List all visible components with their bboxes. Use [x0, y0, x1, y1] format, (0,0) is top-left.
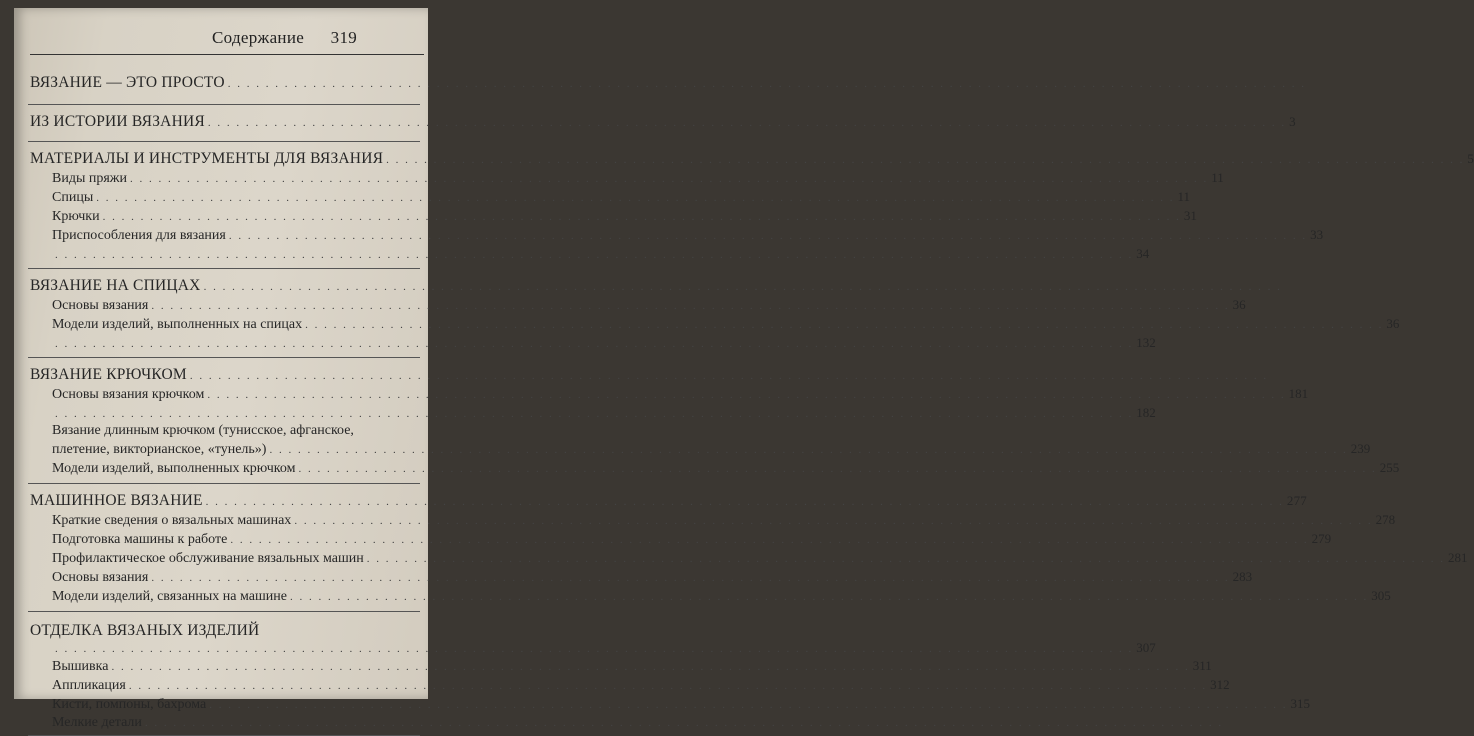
leader-dots: [55, 408, 1133, 420]
leader-dots: [55, 338, 1133, 350]
leader-dots: [208, 117, 1286, 129]
toc-section: [28, 105, 1296, 142]
toc-entry: [28, 405, 1156, 421]
leader-dots: [298, 463, 1376, 475]
page-header: [212, 28, 357, 48]
entry-page-number: 33: [1310, 227, 1324, 242]
entry-label: Приспособления для вязания: [52, 228, 226, 243]
toc-section: [28, 60, 420, 105]
toc-heading: [28, 277, 420, 295]
leader-dots: [229, 230, 1307, 242]
toc-section: [28, 358, 1400, 484]
toc-entry: [28, 208, 1197, 225]
entry-label: Мелкие детали: [52, 715, 142, 730]
entry-label: Спицы: [52, 190, 94, 205]
toc-entry: [28, 170, 1224, 187]
leader-dots: [228, 78, 1306, 90]
toc-heading: [28, 622, 420, 640]
entry-label: Кисти, помпоны, бахрома: [52, 697, 207, 712]
entry-label: Краткие сведения о вязальных машинах: [52, 513, 292, 528]
toc-entry: [28, 441, 1371, 458]
entry-label: Вязание длинным крючком (тунисское, афганское,: [52, 423, 354, 438]
entry-label: ВЯЗАНИЕ НА СПИЦАХ: [30, 277, 201, 294]
toc-entry: [28, 531, 1332, 548]
entry-page-number: 3: [1289, 114, 1296, 129]
leader-dots: [207, 389, 1285, 401]
entry-page-number: 281: [1448, 550, 1468, 565]
leader-dots: [204, 281, 1282, 293]
entry-page-number: 5: [1467, 151, 1474, 166]
entry-page-number: 315: [1290, 696, 1310, 711]
leader-dots: [305, 319, 1383, 331]
entry-label: ОТДЕЛКА ВЯЗАНЫХ ИЗДЕЛИЙ: [30, 622, 260, 639]
header-page-number: 319: [330, 28, 358, 47]
entry-label: ИЗ ИСТОРИИ ВЯЗАНИЯ: [30, 113, 205, 130]
toc-entry: [28, 512, 1396, 529]
entry-page-number: 36: [1232, 297, 1246, 312]
entry-label: Основы вязания крючком: [52, 387, 205, 402]
entry-label: Основы вязания: [52, 298, 149, 313]
entry-page-number: 277: [1286, 493, 1308, 508]
entry-label: Профилактическое обслуживание вязальных машин: [52, 551, 364, 566]
leader-dots: [269, 444, 1347, 456]
entry-page-number: 11: [1177, 189, 1191, 204]
leader-dots: [151, 572, 1229, 584]
toc-heading: [28, 74, 420, 92]
table-of-contents: [28, 60, 1474, 736]
book-page: [14, 8, 1474, 730]
entry-label: Подготовка машины к работе: [52, 532, 228, 547]
toc-section: [28, 484, 1468, 612]
toc-entry: [28, 460, 1400, 477]
leader-dots: [290, 591, 1368, 603]
toc-heading: [28, 113, 1296, 131]
entry-page-number: 36: [1386, 316, 1400, 331]
toc-entry: [28, 550, 1468, 567]
entry-label: Виды пряжи: [52, 171, 127, 186]
leader-dots: [209, 699, 1287, 711]
leader-dots: [130, 173, 1208, 185]
entry-label: МАШИННОЕ ВЯЗАНИЕ: [30, 492, 203, 509]
entry-page-number: 312: [1210, 677, 1230, 692]
leader-dots: [294, 515, 1372, 527]
toc-section: [28, 269, 1400, 358]
leader-dots: [111, 661, 1189, 673]
entry-label: Вышивка: [52, 659, 109, 674]
header-title: Содержание: [212, 28, 305, 47]
leader-dots: [96, 192, 1174, 204]
entry-page-number: 283: [1232, 569, 1253, 584]
entry-label: плетение, викторианское, «тунель»): [52, 442, 267, 457]
entry-label: МАТЕРИАЛЫ И ИНСТРУМЕНТЫ ДЛЯ ВЯЗАНИЯ: [30, 150, 384, 167]
leader-dots: [129, 680, 1207, 692]
toc-entry: [28, 246, 1150, 262]
toc-entry: [28, 423, 420, 439]
toc-entry: [28, 588, 1391, 605]
entry-label: Крючки: [52, 209, 100, 224]
toc-entry: [28, 696, 1310, 713]
entry-page-number: 239: [1350, 441, 1371, 456]
leader-dots: [103, 211, 1181, 223]
leader-dots: [230, 534, 1308, 546]
entry-label: Модели изделий, выполненных крючком: [52, 461, 296, 476]
entry-page-number: 31: [1183, 208, 1197, 223]
entry-page-number: 132: [1136, 335, 1156, 350]
toc-heading: [28, 150, 1474, 168]
entry-label: Модели изделий, связанных на машине: [52, 589, 287, 604]
toc-entry: [28, 189, 1191, 206]
leader-dots: [55, 643, 1133, 655]
entry-page-number: 11: [1211, 170, 1224, 185]
entry-label: Модели изделий, выполненных на спицах: [52, 317, 303, 332]
entry-page-number: 311: [1192, 658, 1212, 673]
entry-label: Основы вязания: [52, 570, 149, 585]
leader-dots: [367, 553, 1445, 565]
toc-entry: [28, 658, 1212, 675]
entry-page-number: 279: [1311, 531, 1332, 546]
entry-page-number: 307: [1136, 640, 1156, 655]
entry-page-number: 34: [1136, 246, 1150, 261]
toc-section: [28, 612, 1310, 736]
toc-entry: [28, 227, 1324, 244]
entry-page-number: 305: [1371, 588, 1391, 603]
entry-page-number: 278: [1375, 512, 1396, 527]
entry-page-number: 181: [1288, 386, 1309, 401]
leader-dots: [145, 717, 1223, 729]
toc-entry: [28, 677, 1230, 694]
entry-page-number: 255: [1379, 460, 1400, 475]
entry-page-number: 182: [1136, 405, 1156, 420]
toc-heading: [28, 366, 420, 384]
entry-label: Аппликация: [52, 678, 126, 693]
leader-dots: [151, 300, 1229, 312]
entry-label: ВЯЗАНИЕ — ЭТО ПРОСТО: [30, 74, 225, 91]
toc-entry: [28, 715, 420, 731]
toc-entry: [28, 316, 1400, 333]
leader-dots: [55, 249, 1133, 261]
header-rule: [30, 54, 424, 55]
toc-entry: [28, 569, 1253, 586]
entry-label: ВЯЗАНИЕ КРЮЧКОМ: [30, 366, 187, 383]
toc-heading: [28, 492, 1308, 510]
leader-dots: [190, 370, 1268, 382]
toc-entry: [28, 297, 1246, 314]
leader-dots: [206, 496, 1284, 508]
toc-heading-page: [28, 640, 1156, 656]
toc-entry: [28, 386, 1309, 403]
toc-entry: [28, 335, 1156, 351]
toc-section: [28, 142, 1474, 269]
leader-dots: [386, 154, 1464, 166]
